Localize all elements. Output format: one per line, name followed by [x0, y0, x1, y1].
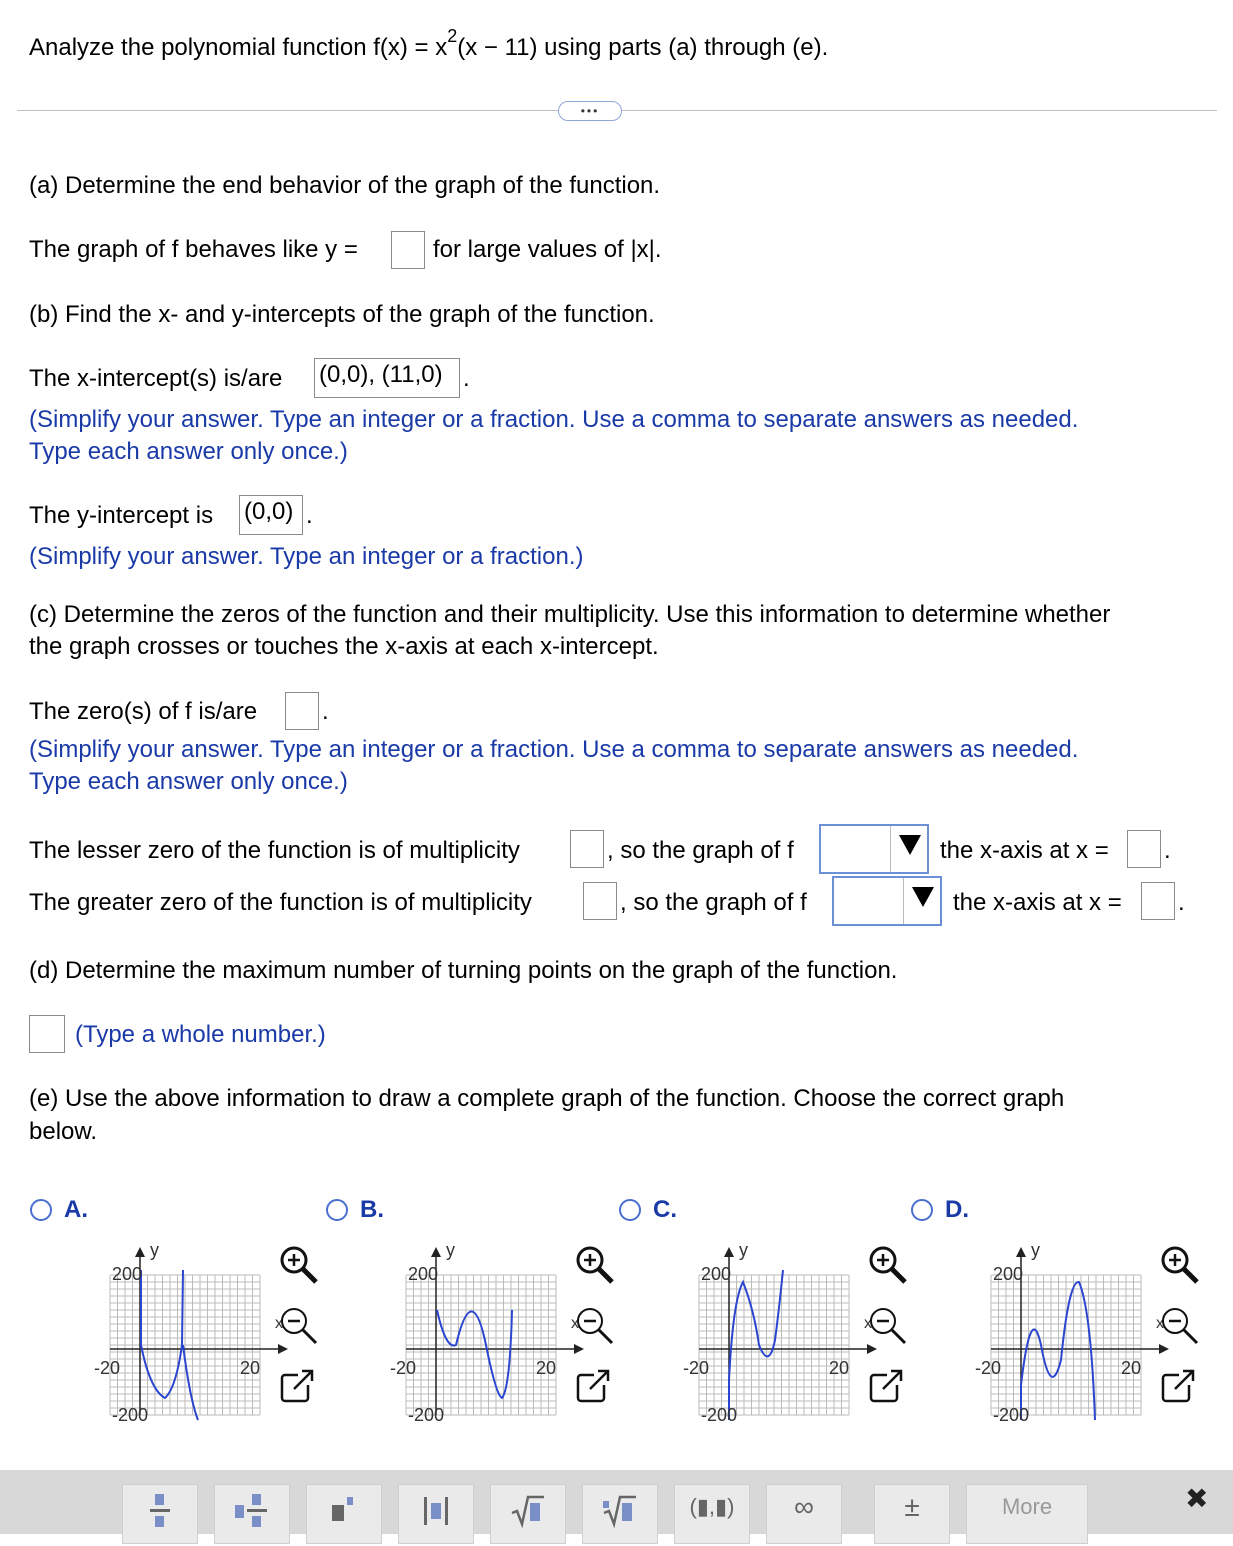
part-d-heading: (d) Determine the maximum number of turning points on the graph of the function.	[29, 957, 898, 984]
y-axis-label: y	[739, 1240, 748, 1260]
period: .	[322, 698, 329, 725]
option-d-label: D.	[945, 1196, 969, 1223]
period: .	[1164, 837, 1171, 864]
exponent: 2	[447, 26, 458, 46]
zoom-out-icon[interactable]	[276, 1303, 320, 1347]
x-axis-label: x	[1156, 1315, 1164, 1332]
period: .	[463, 365, 470, 392]
mixed-fraction-icon	[232, 1491, 272, 1531]
greater-multiplicity-input[interactable]	[583, 882, 617, 920]
exponent-icon	[324, 1491, 364, 1531]
y-axis-label: y	[446, 1240, 455, 1260]
dropdown-arrow-icon	[912, 887, 934, 907]
x-intercept-answer[interactable]: (0,0), (11,0)	[314, 358, 460, 398]
zoom-out-icon[interactable]	[865, 1303, 909, 1347]
turning-points-hint: (Type a whole number.)	[75, 1021, 326, 1048]
y-intercept-label: The y-intercept is	[29, 502, 214, 529]
interval-button[interactable]: (▮,▮)	[674, 1484, 750, 1544]
y-max-label: 200	[701, 1264, 732, 1284]
x-min-label: -20	[975, 1358, 1002, 1378]
square-root-icon	[508, 1491, 548, 1531]
greater-so-graph: , so the graph of f	[620, 889, 807, 916]
x-min-label: -20	[94, 1358, 121, 1378]
absolute-value-button[interactable]	[398, 1484, 474, 1544]
period: .	[1178, 889, 1185, 916]
plus-minus-button[interactable]: ±	[874, 1484, 950, 1544]
y-axis-label: y	[150, 1240, 159, 1260]
part-c-heading-2: the graph crosses or touches the x-axis at each x-intercept.	[29, 633, 659, 660]
expand-graph-icon[interactable]	[572, 1365, 616, 1409]
lesser-multiplicity-input[interactable]	[570, 830, 604, 868]
y-min-label: -200	[701, 1405, 738, 1425]
x-max-label: 20	[240, 1358, 261, 1378]
zeros-input[interactable]	[285, 692, 319, 730]
y-min-label: -200	[993, 1405, 1030, 1425]
period: .	[306, 502, 313, 529]
expand-graph-icon[interactable]	[1157, 1365, 1201, 1409]
zoom-in-icon[interactable]	[1157, 1242, 1201, 1286]
option-b-radio[interactable]	[326, 1199, 348, 1221]
y-intercept-hint: (Simplify your answer. Type an integer or a fraction.)	[29, 543, 584, 570]
square-root-button[interactable]	[490, 1484, 566, 1544]
part-c-heading-1: (c) Determine the zeros of the function and their multiplicity. Use this information to determine whether	[29, 601, 1111, 628]
y-max-label: 200	[408, 1264, 439, 1284]
greater-zero-label: The greater zero of the function is of multiplicity	[29, 889, 532, 916]
end-behavior-input[interactable]	[391, 231, 425, 269]
greater-zero-x-input[interactable]	[1141, 882, 1175, 920]
more-button[interactable]: More	[966, 1484, 1088, 1544]
x-max-label: 20	[1121, 1358, 1142, 1378]
problem-statement: Analyze the polynomial function $f(x) = x^2(x - 11)$ using parts (a) through (e).	[29, 26, 829, 61]
turning-points-input[interactable]	[29, 1015, 65, 1053]
math-toolbar	[0, 1470, 1233, 1534]
x-axis-label: x	[571, 1315, 579, 1332]
infinity-button[interactable]: ∞	[766, 1484, 842, 1544]
x-min-label: -20	[390, 1358, 417, 1378]
expand-graph-icon[interactable]	[276, 1365, 320, 1409]
zeros-hint-2: Type each answer only once.)	[29, 768, 348, 795]
exponent-button[interactable]	[306, 1484, 382, 1544]
y-max-label: 200	[112, 1264, 143, 1284]
lesser-axis-label: the x-axis at x =	[940, 837, 1109, 864]
part-e-heading-1: (e) Use the above information to draw a complete graph of the function. Choose the correct graph	[29, 1085, 1065, 1112]
fraction-button[interactable]	[122, 1484, 198, 1544]
lesser-zero-x-input[interactable]	[1127, 830, 1161, 868]
greater-axis-label: the x-axis at x =	[953, 889, 1122, 916]
y-min-label: -200	[408, 1405, 445, 1425]
part-a-line-post: for large values of |x|.	[433, 236, 662, 263]
zoom-out-icon[interactable]	[572, 1303, 616, 1347]
expand-button[interactable]: •••	[558, 101, 622, 121]
zeros-hint-1: (Simplify your answer. Type an integer or a fraction. Use a comma to separate answers as needed.	[29, 736, 1079, 763]
option-d-radio[interactable]	[911, 1199, 933, 1221]
absolute-value-icon	[416, 1491, 456, 1531]
part-e-heading-2: below.	[29, 1118, 98, 1145]
x-min-label: -20	[683, 1358, 710, 1378]
lesser-zero-label: The lesser zero of the function is of multiplicity	[29, 837, 520, 864]
nth-root-button[interactable]	[582, 1484, 658, 1544]
fraction-icon	[145, 1491, 175, 1531]
option-c-label: C.	[653, 1196, 677, 1223]
x-axis-label: x	[864, 1315, 872, 1332]
x-intercept-label: The x-intercept(s) is/are	[29, 365, 283, 392]
y-axis-label: y	[1031, 1240, 1040, 1260]
y-max-label: 200	[993, 1264, 1024, 1284]
part-b-heading: (b) Find the x- and y-intercepts of the graph of the function.	[29, 301, 655, 328]
x-max-label: 20	[536, 1358, 557, 1378]
expand-graph-icon[interactable]	[865, 1365, 909, 1409]
zeros-label: The zero(s) of f is/are	[29, 698, 258, 725]
x-intercept-hint-2: Type each answer only once.)	[29, 438, 348, 465]
option-a-radio[interactable]	[30, 1199, 52, 1221]
x-intercept-hint-1: (Simplify your answer. Type an integer or a fraction. Use a comma to separate answers as needed.	[29, 406, 1079, 433]
option-c-radio[interactable]	[619, 1199, 641, 1221]
x-axis-label: x	[275, 1315, 283, 1332]
mixed-fraction-button[interactable]	[214, 1484, 290, 1544]
y-min-label: -200	[112, 1405, 149, 1425]
zoom-out-icon[interactable]	[1157, 1303, 1201, 1347]
option-b-label: B.	[360, 1196, 384, 1223]
part-a-heading: (a) Determine the end behavior of the graph of the function.	[29, 172, 661, 199]
x-max-label: 20	[829, 1358, 850, 1378]
zoom-in-icon[interactable]	[572, 1242, 616, 1286]
greater-crosses-touches-dropdown[interactable]	[832, 876, 942, 926]
close-icon[interactable]: ✖	[1185, 1483, 1209, 1514]
part-a-line-pre: The graph of f behaves like y =	[29, 236, 358, 263]
y-intercept-answer[interactable]: (0,0)	[239, 495, 303, 535]
zoom-in-icon[interactable]	[865, 1242, 909, 1286]
zoom-in-icon[interactable]	[276, 1242, 320, 1286]
option-a-label: A.	[64, 1196, 88, 1223]
lesser-so-graph: , so the graph of f	[607, 837, 794, 864]
nth-root-icon	[600, 1491, 640, 1531]
dropdown-arrow-icon	[899, 835, 921, 855]
lesser-crosses-touches-dropdown[interactable]	[819, 824, 929, 874]
